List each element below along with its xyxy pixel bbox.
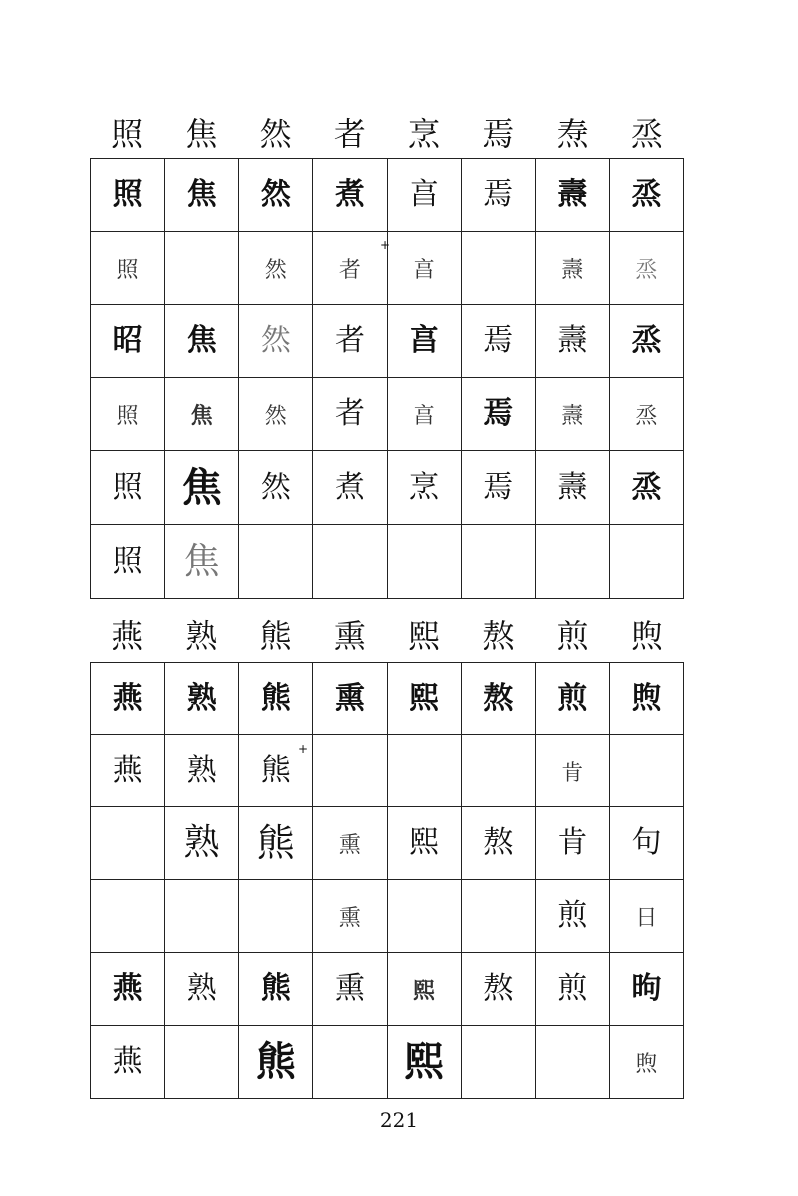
grid-cell bbox=[91, 807, 165, 880]
grid-cell bbox=[609, 663, 683, 735]
glyph: 焉 bbox=[483, 469, 514, 505]
grid-cell bbox=[387, 451, 461, 525]
table-row bbox=[91, 305, 684, 378]
glyph: 照 bbox=[112, 543, 143, 579]
table-row bbox=[91, 378, 684, 451]
grid-cell bbox=[535, 159, 609, 232]
section1-grid bbox=[90, 158, 684, 599]
glyph: 熏 bbox=[334, 971, 365, 1006]
grid-cell bbox=[535, 663, 609, 735]
section1-header: 烹 bbox=[408, 115, 441, 153]
grid-cell bbox=[387, 663, 461, 735]
glyph: 熬 bbox=[483, 825, 514, 860]
glyph: 熊 bbox=[260, 680, 291, 716]
section1-header: 焉 bbox=[482, 115, 515, 153]
section1-header: 照 bbox=[111, 115, 144, 153]
glyph: 然 bbox=[264, 258, 287, 283]
glyph: 煮 bbox=[334, 469, 365, 505]
glyph: 熏 bbox=[338, 906, 361, 931]
grid-cell bbox=[609, 807, 683, 880]
grid-cell bbox=[165, 880, 239, 953]
table-row bbox=[91, 807, 684, 880]
grid-cell bbox=[609, 953, 683, 1026]
glyph: 熟 bbox=[186, 680, 217, 716]
glyph: 照 bbox=[112, 177, 143, 212]
grid-cell bbox=[535, 880, 609, 953]
grid-cell bbox=[461, 378, 535, 451]
glyph: 烝 bbox=[635, 404, 658, 429]
glyph: 焉 bbox=[483, 177, 514, 212]
grid-cell bbox=[91, 451, 165, 525]
glyph: 煦 bbox=[635, 1052, 658, 1077]
grid-cell bbox=[165, 735, 239, 807]
grid-cell bbox=[535, 735, 609, 807]
glyph: 燾 bbox=[561, 404, 584, 429]
grid-cell bbox=[313, 378, 387, 451]
grid-cell bbox=[609, 159, 683, 232]
grid-cell bbox=[313, 159, 387, 232]
grid-cell bbox=[461, 159, 535, 232]
glyph: 燕 bbox=[112, 971, 143, 1006]
grid-cell bbox=[387, 735, 461, 807]
glyph: 亯 bbox=[409, 177, 440, 212]
glyph: 熬 bbox=[483, 680, 514, 716]
grid-cell bbox=[91, 159, 165, 232]
glyph: 焦 bbox=[181, 463, 222, 511]
grid-cell bbox=[461, 451, 535, 525]
section1-header: 然 bbox=[259, 115, 292, 153]
grid-cell bbox=[387, 378, 461, 451]
glyph: 熟 bbox=[183, 822, 220, 863]
grid-cell bbox=[313, 1026, 387, 1099]
grid-cell bbox=[165, 232, 239, 305]
grid-cell bbox=[91, 880, 165, 953]
grid-cell bbox=[91, 525, 165, 599]
glyph: 燕 bbox=[112, 752, 143, 788]
section1-header: 烝 bbox=[630, 115, 663, 153]
grid-cell bbox=[313, 735, 387, 807]
grid-cell bbox=[535, 232, 609, 305]
glyph: 者 bbox=[334, 323, 365, 358]
glyph: 熟 bbox=[186, 971, 217, 1006]
glyph: 煦 bbox=[631, 680, 662, 716]
glyph: 照 bbox=[112, 469, 143, 505]
grid-cell bbox=[165, 807, 239, 880]
grid-cell bbox=[461, 525, 535, 599]
grid-cell bbox=[239, 1026, 313, 1099]
glyph: 熊 bbox=[255, 1038, 296, 1085]
grid-cell bbox=[535, 378, 609, 451]
glyph: 焦 bbox=[190, 404, 213, 429]
glyph: 亯 bbox=[413, 258, 436, 283]
glyph: 者 bbox=[334, 396, 365, 431]
section2-header: 熬 bbox=[482, 617, 515, 655]
section2-header: 燕 bbox=[111, 617, 144, 655]
grid-cell bbox=[239, 663, 313, 735]
glyph: 燕 bbox=[112, 680, 143, 716]
grid-cell bbox=[387, 880, 461, 953]
glyph: 然 bbox=[260, 469, 291, 505]
glyph: 烝 bbox=[631, 323, 662, 358]
grid-cell bbox=[535, 525, 609, 599]
glyph: 然 bbox=[260, 323, 291, 358]
glyph: 焉 bbox=[483, 323, 514, 358]
grid-cell bbox=[165, 305, 239, 378]
plus-mark-2: + bbox=[298, 742, 309, 756]
grid-cell bbox=[239, 305, 313, 378]
table-row bbox=[91, 159, 684, 232]
table-row bbox=[91, 1026, 684, 1099]
grid-cell bbox=[239, 880, 313, 953]
grid-cell bbox=[313, 663, 387, 735]
glyph: 句 bbox=[631, 825, 662, 860]
section2-header: 熟 bbox=[185, 617, 218, 655]
grid-cell bbox=[461, 953, 535, 1026]
grid-cell bbox=[91, 305, 165, 378]
glyph: 日 bbox=[635, 906, 658, 931]
section2-header: 熊 bbox=[259, 617, 292, 655]
section1-header-row bbox=[90, 112, 684, 156]
glyph: 熏 bbox=[334, 680, 365, 716]
grid-cell bbox=[313, 880, 387, 953]
glyph: 燕 bbox=[112, 1044, 143, 1079]
glyph: 熙 bbox=[409, 680, 440, 716]
section2-grid bbox=[90, 662, 684, 1099]
grid-cell bbox=[609, 451, 683, 525]
table-row bbox=[91, 663, 684, 735]
grid-cell bbox=[535, 1026, 609, 1099]
glyph: 照 bbox=[116, 258, 139, 283]
glyph: 煎 bbox=[557, 680, 588, 716]
glyph: 肯 bbox=[557, 825, 588, 860]
grid-cell bbox=[239, 378, 313, 451]
grid-cell bbox=[461, 1026, 535, 1099]
grid-cell bbox=[461, 305, 535, 378]
glyph: 燾 bbox=[557, 177, 588, 212]
grid-cell bbox=[387, 1026, 461, 1099]
glyph: 焉 bbox=[483, 396, 514, 431]
glyph: 燾 bbox=[557, 323, 588, 358]
table-row bbox=[91, 451, 684, 525]
grid-cell bbox=[387, 232, 461, 305]
grid-cell bbox=[313, 953, 387, 1026]
glyph: 熙 bbox=[404, 1038, 445, 1085]
grid-cell bbox=[535, 451, 609, 525]
section2-header: 煎 bbox=[556, 617, 589, 655]
grid-cell bbox=[91, 735, 165, 807]
grid-cell bbox=[387, 159, 461, 232]
glyph: 烝 bbox=[631, 469, 662, 505]
grid-cell bbox=[91, 953, 165, 1026]
grid-cell bbox=[609, 305, 683, 378]
glyph: 焦 bbox=[186, 177, 217, 212]
grid-cell bbox=[313, 525, 387, 599]
grid-cell bbox=[461, 232, 535, 305]
grid-cell bbox=[609, 232, 683, 305]
glyph: 熏 bbox=[338, 833, 361, 858]
glyph: 者 bbox=[338, 258, 361, 283]
grid-cell bbox=[165, 953, 239, 1026]
grid-cell bbox=[609, 880, 683, 953]
glyph: 熟 bbox=[186, 752, 217, 788]
glyph: 熬 bbox=[483, 971, 514, 1006]
grid-cell bbox=[461, 807, 535, 880]
section2-header: 熙 bbox=[408, 617, 441, 655]
page-number: 221 bbox=[379, 1108, 419, 1132]
grid-cell bbox=[239, 807, 313, 880]
table-row bbox=[91, 953, 684, 1026]
glyph: 亯 bbox=[409, 323, 440, 358]
grid-cell bbox=[609, 378, 683, 451]
section1-header: 者 bbox=[333, 115, 366, 153]
glyph: 煎 bbox=[557, 898, 588, 933]
grid-cell bbox=[165, 663, 239, 735]
grid-cell bbox=[387, 807, 461, 880]
grid-cell bbox=[461, 880, 535, 953]
grid-cell bbox=[461, 663, 535, 735]
grid-cell bbox=[239, 451, 313, 525]
grid-cell bbox=[535, 807, 609, 880]
grid-cell bbox=[165, 451, 239, 525]
grid-cell bbox=[535, 305, 609, 378]
glyph: 熙 bbox=[413, 978, 436, 1004]
table-row bbox=[91, 525, 684, 599]
grid-cell bbox=[165, 525, 239, 599]
grid-cell bbox=[239, 953, 313, 1026]
grid-cell bbox=[239, 232, 313, 305]
section2-header: 熏 bbox=[333, 617, 366, 655]
grid-cell bbox=[313, 232, 387, 305]
grid-cell bbox=[387, 953, 461, 1026]
grid-cell bbox=[609, 525, 683, 599]
grid-cell bbox=[313, 807, 387, 880]
grid-cell bbox=[91, 378, 165, 451]
table-row bbox=[91, 880, 684, 953]
section2-header-row bbox=[90, 614, 684, 658]
glyph: 然 bbox=[260, 177, 291, 212]
grid-cell bbox=[535, 953, 609, 1026]
glyph: 熊 bbox=[260, 752, 291, 788]
section2-header: 煦 bbox=[630, 617, 663, 655]
glyph: 昫 bbox=[631, 971, 662, 1006]
grid-cell bbox=[165, 378, 239, 451]
grid-cell bbox=[313, 305, 387, 378]
grid-cell bbox=[387, 525, 461, 599]
glyph: 亯 bbox=[413, 404, 436, 429]
grid-cell bbox=[91, 1026, 165, 1099]
glyph: 煮 bbox=[334, 177, 365, 212]
glyph: 肯 bbox=[561, 760, 584, 786]
glyph: 然 bbox=[264, 404, 287, 429]
grid-cell bbox=[609, 1026, 683, 1099]
glyph: 熙 bbox=[409, 825, 440, 860]
glyph: 燾 bbox=[557, 469, 588, 505]
glyph: 熊 bbox=[260, 971, 291, 1006]
glyph: 燾 bbox=[561, 258, 584, 283]
section1-header: 焘 bbox=[556, 115, 589, 153]
grid-cell bbox=[165, 1026, 239, 1099]
section1-header: 焦 bbox=[185, 115, 218, 153]
glyph: 焦 bbox=[186, 323, 217, 358]
glyph: 昭 bbox=[112, 323, 143, 358]
grid-cell bbox=[609, 735, 683, 807]
glyph: 烝 bbox=[635, 258, 658, 283]
glyph: 煎 bbox=[557, 971, 588, 1006]
table-row bbox=[91, 735, 684, 807]
glyph: 照 bbox=[116, 404, 139, 429]
plus-mark-1: + bbox=[380, 238, 391, 252]
glyph: 烹 bbox=[409, 469, 440, 505]
glyph: 焦 bbox=[183, 540, 220, 582]
grid-cell bbox=[313, 451, 387, 525]
grid-cell bbox=[387, 305, 461, 378]
grid-cell bbox=[239, 159, 313, 232]
grid-cell bbox=[91, 232, 165, 305]
grid-cell bbox=[165, 159, 239, 232]
glyph: 熊 bbox=[256, 821, 295, 865]
grid-cell bbox=[239, 525, 313, 599]
grid-cell bbox=[91, 663, 165, 735]
grid-cell bbox=[461, 735, 535, 807]
glyph: 烝 bbox=[631, 177, 662, 212]
